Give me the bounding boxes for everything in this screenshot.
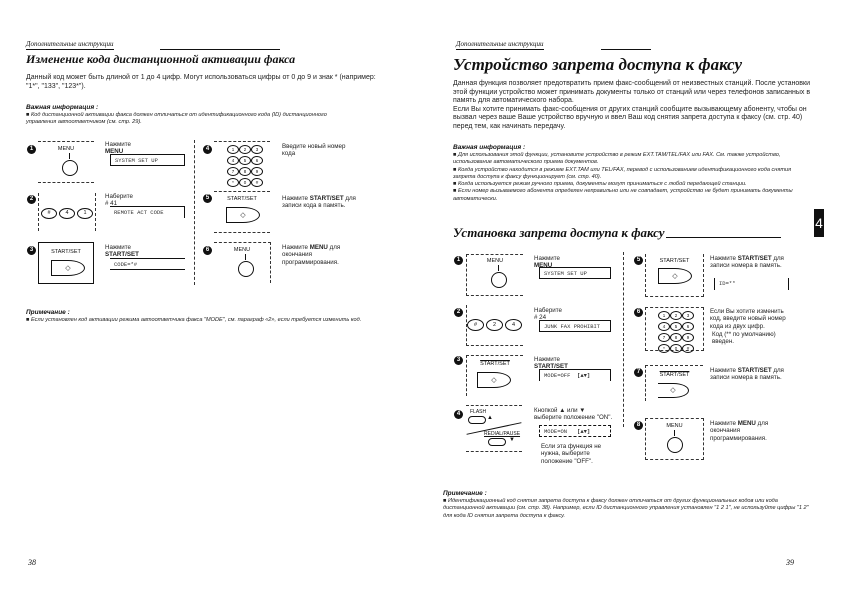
step-instruction: Нажмите MENU bbox=[105, 141, 131, 156]
step-instruction: Нажмите MENU bbox=[534, 255, 560, 270]
step-number: 2 bbox=[454, 308, 463, 317]
step-instruction: Нажмите START/SET для записи номера в память. bbox=[710, 367, 784, 382]
start-set-panel-illustration bbox=[214, 191, 270, 233]
lcd-display: ID=** bbox=[714, 278, 789, 290]
redial-pause-button-icon bbox=[488, 438, 506, 446]
start-set-button-icon: ◇ bbox=[658, 268, 692, 284]
key-icon: 4 bbox=[658, 322, 670, 331]
start-set-panel-illustration bbox=[645, 365, 703, 401]
stem-line bbox=[245, 254, 246, 260]
column-divider bbox=[194, 140, 195, 285]
key-icon: # bbox=[682, 344, 694, 353]
keys-panel-illustration bbox=[466, 305, 523, 346]
panel-label: START/SET bbox=[659, 258, 690, 264]
key-icon: 7 bbox=[227, 167, 239, 176]
step-instruction: Если Вы хотите изменить код, введите новый номер кода из двух цифр. bbox=[710, 308, 786, 330]
keypad-grid bbox=[227, 145, 261, 187]
step-number: 2 bbox=[27, 195, 36, 204]
key-icon: 6 bbox=[251, 156, 263, 165]
panel-label: MENU bbox=[666, 423, 683, 429]
key-icon: * bbox=[658, 344, 670, 353]
step-instruction: Наберите # 24 bbox=[534, 307, 562, 322]
start-set-button-icon: ◇ bbox=[51, 260, 85, 276]
important-item: ■ Если номер вызываемого абонента определен неправильно или не совпадает, устройство не будет принимать документы автоматически. bbox=[453, 188, 793, 202]
menu-panel-illustration bbox=[38, 141, 94, 183]
important-item: ■ Когда используется режим ручного приема, документы могут приниматься с любой передающей станции. bbox=[453, 181, 747, 188]
lcd-display: REMOTE ACT CODE bbox=[110, 206, 185, 218]
page-number: 38 bbox=[28, 558, 36, 567]
lcd-display: SYSTEM SET UP bbox=[110, 154, 185, 166]
arrow-keys-illustration bbox=[466, 405, 522, 452]
step-instruction: Наберите # 41 bbox=[105, 193, 133, 208]
step-number: 5 bbox=[634, 256, 643, 265]
start-set-button-icon: ◇ bbox=[226, 207, 260, 223]
key-4-icon: 4 bbox=[505, 319, 522, 331]
key-icon: 4 bbox=[227, 156, 239, 165]
step-number: 6 bbox=[634, 308, 643, 317]
lcd-display: CODE=*# bbox=[110, 258, 185, 270]
flash-label: FLASH bbox=[470, 409, 487, 415]
step-number: 1 bbox=[27, 145, 36, 154]
menu-panel-illustration bbox=[466, 254, 523, 296]
key-icon: # bbox=[251, 178, 263, 187]
lcd-display: MODE=ON [▲▼] bbox=[539, 425, 611, 437]
key-icon: 2 bbox=[670, 311, 682, 320]
key-icon: 3 bbox=[682, 311, 694, 320]
page-title: Изменение кода дистанционной активации факса bbox=[26, 52, 296, 66]
column-divider bbox=[623, 252, 624, 427]
important-item: ■ Для использования этой функции, установите устройство в режим EXT.TAM/TEL/FAX или FAX. См. также устройство, использование автоматического приема документов. bbox=[453, 152, 781, 166]
chapter-tab: 4 bbox=[814, 209, 824, 237]
flash-button-icon bbox=[468, 416, 486, 424]
key-hash-icon: # bbox=[41, 208, 57, 219]
key-1-icon: 1 bbox=[77, 208, 93, 219]
step-number: 5 bbox=[203, 194, 212, 203]
panel-label: START/SET bbox=[480, 361, 510, 367]
important-title: Важная информация : bbox=[453, 144, 526, 151]
right-page bbox=[421, 0, 842, 595]
step-instruction: Введите новый номер кода bbox=[282, 143, 346, 158]
up-arrow-icon: ▲ bbox=[487, 415, 493, 421]
section-rule bbox=[666, 237, 781, 238]
step-number: 7 bbox=[634, 368, 643, 377]
note-title: Примечание : bbox=[26, 309, 70, 316]
page-number: 39 bbox=[786, 558, 794, 567]
key-hash-icon: # bbox=[467, 319, 484, 331]
key-icon: 0 bbox=[239, 178, 251, 187]
important-item: ■ Код дистанционной активации факса должен отличаться от идентификационного кода (ID) дистанционного управления автоответчиком (см. стр. 29). bbox=[26, 112, 327, 126]
menu-panel-illustration bbox=[645, 418, 704, 460]
panel-label: MENU bbox=[486, 258, 504, 264]
panel-label: START/SET bbox=[51, 249, 81, 255]
key-icon: 5 bbox=[670, 322, 682, 331]
start-set-button-icon: ◇ bbox=[658, 383, 689, 398]
menu-panel-illustration bbox=[214, 242, 271, 283]
step-instruction: Нажмите START/SET для записи кода в память. bbox=[282, 195, 356, 210]
step-number: 6 bbox=[203, 246, 212, 255]
key-2-icon: 2 bbox=[486, 319, 503, 331]
step-instruction: Нажмите START/SET для записи номера в память. bbox=[710, 255, 784, 270]
keys-panel-illustration bbox=[38, 193, 96, 231]
note-item: ■ Если установлен код активации режима автоответчика факса "MODE", см. параграф «2», если требуется изменить код. bbox=[26, 317, 362, 323]
note-item: ■ Идентификационный код снятия запрета доступа к факсу должен отличаться от других функциональных кодов или кода дистанционной активации (см. стр. 38). Например, если ID дистанционного управления установлен "1 2 1", не используйте цифры "1 2" для кода ID снятия запрета доступа к факсу. bbox=[443, 498, 809, 519]
intro-text: Данный код может быть длиной от 1 до 4 цифр. Могут использоваться цифры от 0 до 9 и знак * (например: "1*", "133", "123*"). bbox=[26, 74, 376, 90]
key-icon: 1 bbox=[227, 145, 239, 154]
lcd-display: MODE=OFF [▲▼] bbox=[539, 369, 611, 381]
menu-knob-icon bbox=[238, 261, 254, 277]
step-number: 4 bbox=[454, 410, 463, 419]
keypad-grid bbox=[658, 311, 692, 353]
key-icon: 8 bbox=[239, 167, 251, 176]
intro-text bbox=[453, 80, 813, 132]
key-icon: * bbox=[227, 178, 239, 187]
step-instruction: Нажмите START/SET bbox=[105, 244, 139, 259]
panel-label: START/SET bbox=[659, 372, 690, 378]
key-icon: 9 bbox=[251, 167, 263, 176]
note-title: Примечание : bbox=[443, 490, 487, 497]
step-instruction: Нажмите MENU для окончания программирования. bbox=[710, 420, 769, 442]
page-title: Устройство запрета доступа к факсу bbox=[453, 55, 743, 74]
running-head: Дополнительные инструкции bbox=[26, 40, 114, 48]
panel-label: MENU bbox=[57, 146, 75, 152]
stem-line bbox=[674, 430, 675, 436]
lcd-display: JUNK FAX PROHIBIT bbox=[539, 320, 611, 332]
key-icon: 8 bbox=[670, 333, 682, 342]
key-icon: 3 bbox=[251, 145, 263, 154]
stem-line bbox=[498, 265, 499, 271]
key-icon: 1 bbox=[658, 311, 670, 320]
important-item: ■ Когда устройство находится в режиме EXT.TAM или TEL/FAX, перевод с использованием идентификационного кода снятия запрета доступа к факсу функционирует (см. стр. 40). bbox=[453, 166, 792, 180]
step-number: 3 bbox=[454, 356, 463, 365]
start-set-panel-illustration bbox=[38, 242, 94, 284]
important-list bbox=[453, 152, 808, 203]
section-title: Установка запрета доступа к факсу bbox=[453, 225, 665, 240]
lcd-display: SYSTEM SET UP bbox=[539, 267, 611, 279]
menu-knob-icon bbox=[62, 160, 78, 176]
start-set-button-icon: ◇ bbox=[477, 372, 511, 388]
step-instruction: Нажмите START/SET bbox=[534, 356, 568, 371]
panel-label: START/SET bbox=[227, 196, 257, 202]
intro-paragraph: Если Вы хотите принимать факс-сообщения от других станций сообщите вызывающему абоненту, чтобы он вызвал через ваше Ваше устройство вручную и ввел Ваш код снятия запрета доступа к факсу (см. стр. 40) перед тем, как начинать передачу. bbox=[453, 105, 807, 130]
stem-line bbox=[69, 153, 70, 159]
start-set-panel-illustration bbox=[466, 355, 523, 396]
keypad-illustration bbox=[214, 141, 270, 185]
step-instruction: Кнопкой ▲ или ▼ выберите положение "ON". bbox=[534, 407, 613, 422]
panel-label: MENU bbox=[233, 247, 251, 253]
key-icon: 9 bbox=[682, 333, 694, 342]
menu-knob-icon bbox=[667, 437, 683, 453]
key-icon: 7 bbox=[658, 333, 670, 342]
key-icon: 5 bbox=[239, 156, 251, 165]
start-set-panel-illustration bbox=[645, 254, 704, 297]
step-subtext: Если эта функция не нужна, выберите положение "OFF". bbox=[541, 443, 602, 465]
step-subtext: Код (** по умолчанию) введен. bbox=[712, 331, 776, 346]
step-number: 3 bbox=[27, 246, 36, 255]
key-icon: 2 bbox=[239, 145, 251, 154]
down-arrow-icon: ▼ bbox=[509, 437, 515, 443]
redial-pause-label: REDIAL/PAUSE bbox=[484, 431, 521, 437]
menu-knob-icon bbox=[491, 272, 507, 288]
key-icon: 6 bbox=[682, 322, 694, 331]
key-icon: 0 bbox=[670, 344, 682, 353]
step-number: 1 bbox=[454, 256, 463, 265]
important-title: Важная информация : bbox=[26, 104, 99, 111]
running-rule bbox=[601, 49, 651, 50]
step-number: 8 bbox=[634, 421, 643, 430]
keypad-illustration bbox=[645, 307, 704, 351]
running-rule bbox=[160, 49, 280, 50]
key-4-icon: 4 bbox=[59, 208, 75, 219]
step-instruction: Нажмите MENU для окончания программирования. bbox=[282, 244, 341, 266]
intro-paragraph: Данная функция позволяет предотвратить прием факс-сообщений от неизвестных станций. После установки этой функции устройство может принимать документы только от станций или через телефонов записанных в память для автоматического набора. bbox=[453, 80, 811, 105]
running-head: Дополнительные инструкции bbox=[456, 40, 544, 48]
step-number: 4 bbox=[203, 145, 212, 154]
